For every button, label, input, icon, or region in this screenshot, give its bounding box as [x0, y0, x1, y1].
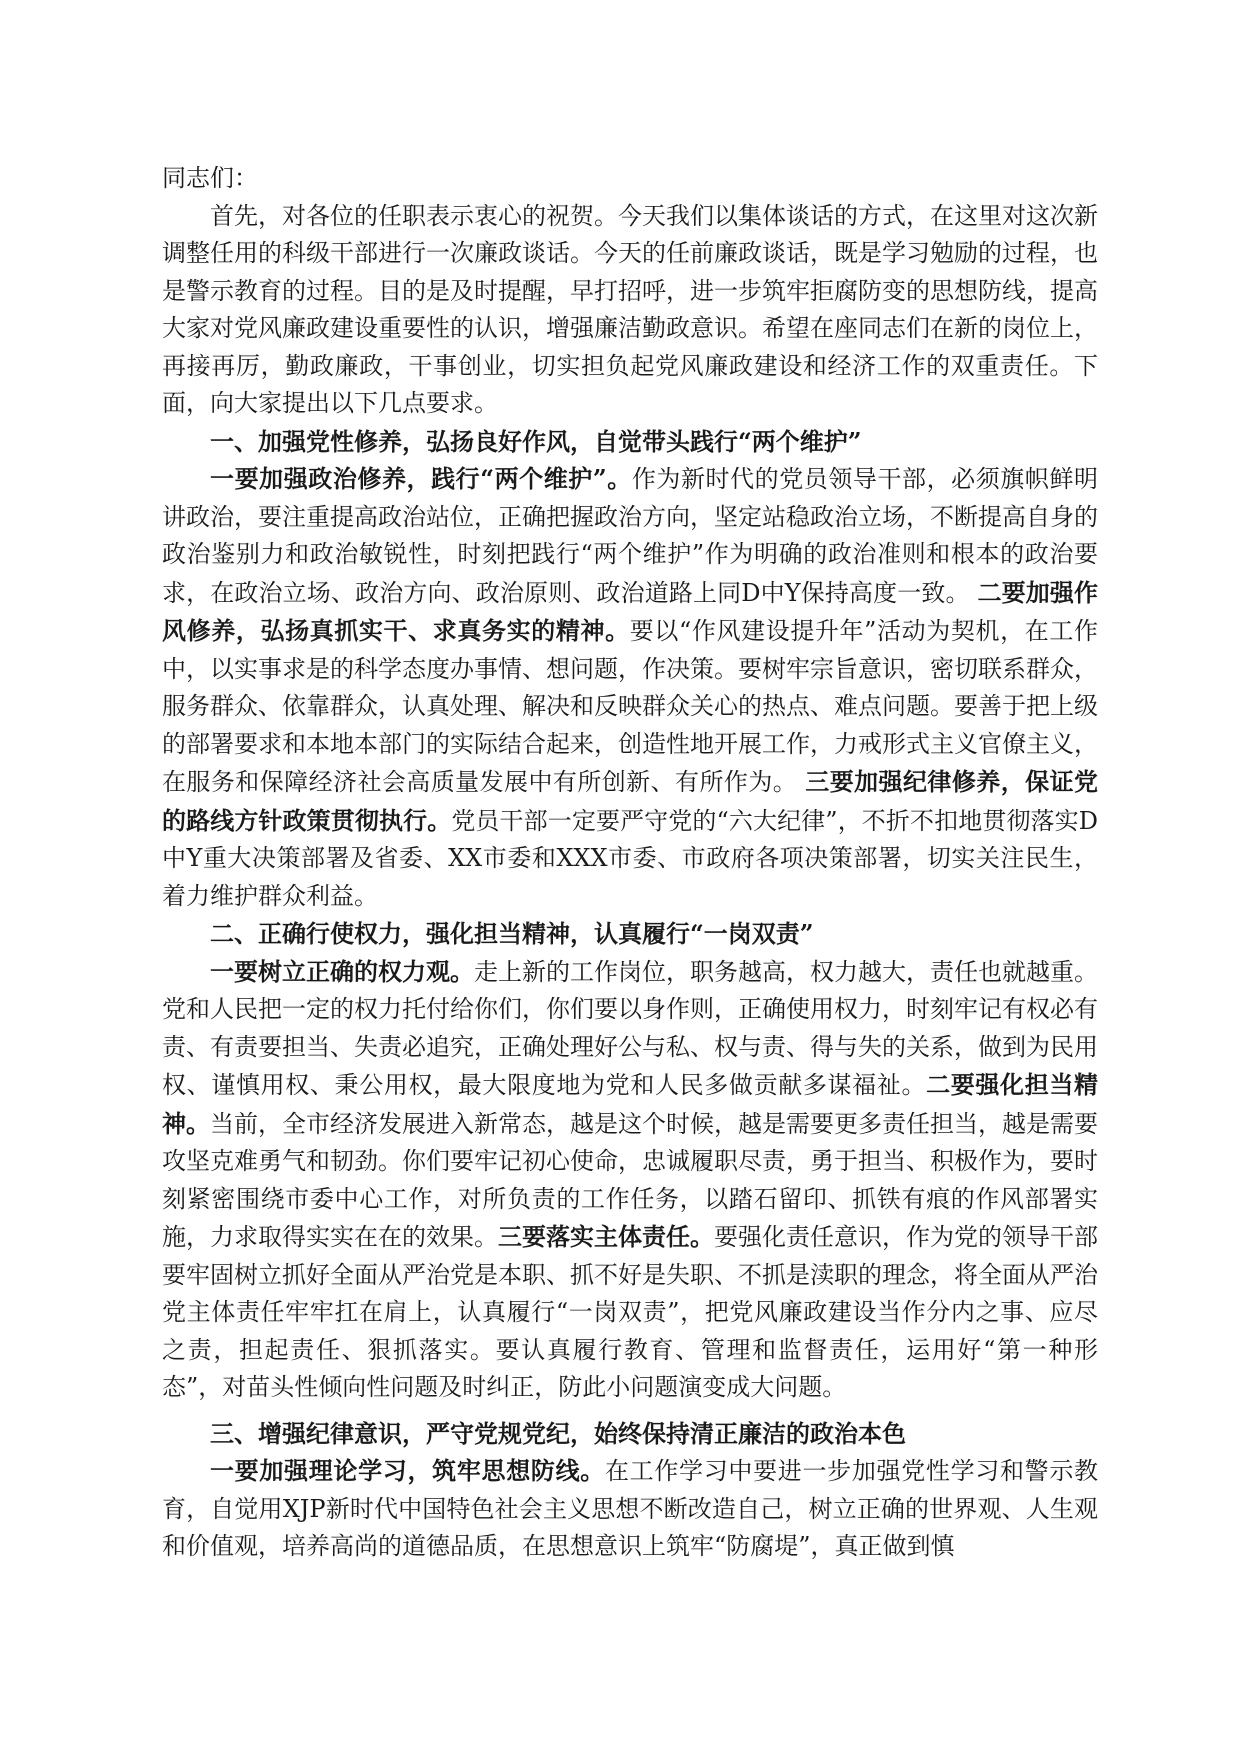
section-1-point-3-text: 党员干部一定要严守党的“六大纪律”，不折不扣地贯彻落实D中Y重大决策部署及省委、XX市委和XXX市委、市政府各项决策部署，切实关注民生，着力维护群众利益。 [162, 806, 1099, 910]
section-3-heading: 三、增强纪律意识，严守党规党纪，始终保持清正廉洁的政治本色 [210, 1418, 906, 1448]
section-1-point-1-text: 作为新时代的党员领导干部，必须旗帜鲜明讲政治，要注重提高政治站位，正确把握政治方向，坚定站稳政治立场，不断提高自身的政治鉴别力和政治敏锐性，时刻把践行“两个维护”作为明确的政治准则和根本的政治要求，在政治立场、政治方向、政治原则、政治道路上同D中Y保持高度一致。 [162, 465, 1099, 607]
document-page [162, 160, 1098, 1566]
salutation: 同志们： [162, 164, 258, 192]
section-1-point-3-lead: 三要加强纪律修养，保证党的路线方针政策贯彻执行。 [162, 767, 1099, 835]
section-2-point-1-text: 走上新的工作岗位，职务越高，权力越大，责任也就越重。党和人民把一定的权力托付给你们，你们要以身作则，正确使用权力，时刻牢记有权必有责、有责要担当、失责必追究，正确处理好公与私、权与责、得与失的关系，做到为民用权、谨慎用权、秉公用权，最大限度地为党和人民多做贡献多谋福祉。 [162, 957, 1098, 1099]
section-1-point-1-lead: 一要加强政治修养，践行“两个维护”。 [210, 464, 632, 493]
section-3-point-1-text: 在工作学习中要进一步加强党性学习和警示教育，自觉用XJP新时代中国特色社会主义思想不断改造自己，树立正确的世界观、人生观和价值观，培养高尚的道德品质，在思想意识上筑牢“防腐堤”，真正做到慎 [162, 1457, 1099, 1560]
section-1-point-2-text: 要以“作风建设提升年”活动为契机，在工作中，以实事求是的科学态度办事情、想问题，作决策。要树牢宗旨意识，密切联系群众，服务群众、依靠群众，认真处理、解决和反映群众关心的热点、难点问题。要善于把上级的部署要求和本地本部门的实际结合起来，创造性地开展工作，力戒形式主义官僚主义，在服务和保障经济社会高质量发展中有所创新、有所作为。 [162, 617, 1098, 796]
section-2-heading: 二、正确行使权力，强化担当精神，认真履行“一岗双责” [210, 919, 814, 948]
section-2-point-2-lead: 二要强化担当精神。 [162, 1070, 1099, 1138]
section-2-paragraph [162, 953, 1098, 1407]
section-2-point-3-text: 要强化责任意识，作为党的领导干部要牢固树立抓好全面从严治党是本职、抓不好是失职、不抓是渎职的理念，将全面从严治党主体责任牢牢扛在肩上，认真履行“一岗双责”，把党风廉政建设当作分内之事、应尽之责，担起责任、狠抓落实。要认真履行教育、管理和监督责任，运用好“第一种形态”，对苗头性倾向性问题及时纠正，防此小问题演变成大问题。 [162, 1223, 1098, 1401]
section-3-paragraph [162, 1452, 1098, 1566]
section-3-point-1-lead: 一要加强理论学习，筑牢思想防线。 [210, 1456, 605, 1485]
section-2-point-2-text: 当前，全市经济发展进入新常态，越是这个时候，越是需要更多责任担当，越是需要攻坚克难勇气和韧劲。你们要牢记初心使命，忠诚履职尽责，勇于担当、积极作为，要时刻紧密围绕市委中心工作，对所负责的工作任务，以踏石留印、抓铁有痕的作风部署实施，力求取得实实在在的效果。 [162, 1109, 1098, 1251]
section-1-paragraph [162, 460, 1098, 915]
intro-paragraph: 首先，对各位的任职表示衷心的祝贺。今天我们以集体谈话的方式，在这里对这次新调整任用的科级干部进行一次廉政谈话。今天的任前廉政谈话，既是学习勉励的过程，也是警示教育的过程。目的是及时提醒，早打招呼，进一步筑牢拒腐防变的思想防线，提高大家对党风廉政建设重要性的认识，增强廉洁勤政意识。希望在座同志们在新的岗位上，再接再厉，勤政廉政，干事创业，切实担负起党风廉政建设和经济工作的双重责任。下面，向大家提出以下几点要求。 [162, 201, 1098, 417]
section-2-point-3-lead: 三要落实主体责任。 [498, 1222, 714, 1251]
section-2-point-1-lead: 一要树立正确的权力观。 [210, 956, 474, 986]
section-1-heading: 一、加强党性修养，弘扬良好作风，自觉带头践行“两个维护” [210, 426, 862, 456]
section-1-point-2-lead: 二要加强作风修养，弘扬真抓实干、求真务实的精神。 [162, 577, 1098, 645]
